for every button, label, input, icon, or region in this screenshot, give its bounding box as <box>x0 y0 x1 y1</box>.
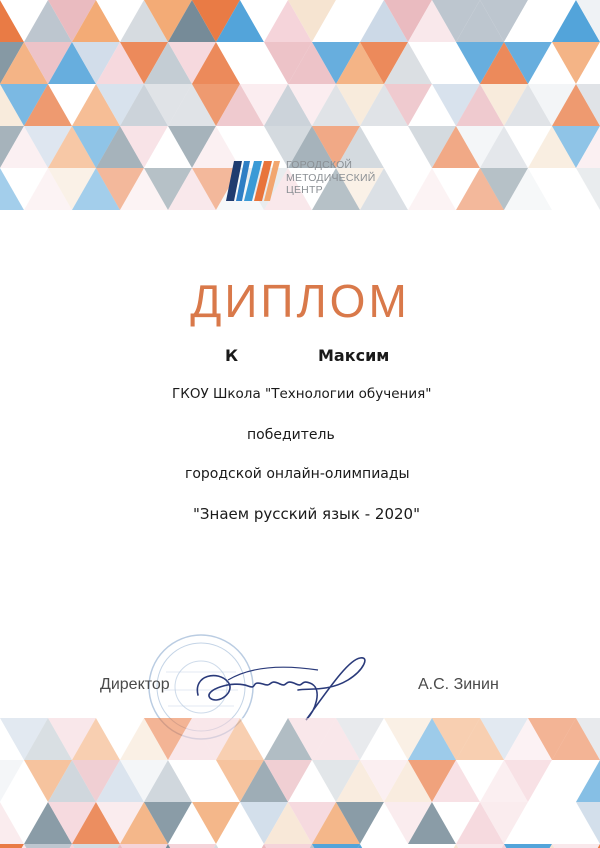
event-description: городской онлайн-олимпиады <box>185 466 410 482</box>
pattern-triangle <box>408 844 456 848</box>
award-status: победитель <box>247 427 335 443</box>
triangle-pattern-bottom-svg <box>0 718 600 848</box>
bottom-triangle-pattern <box>0 718 600 848</box>
pattern-triangle <box>552 844 600 848</box>
logo-line-1: ГОРОДСКОЙ <box>286 159 353 171</box>
pattern-triangle <box>120 844 168 848</box>
pattern-triangle <box>168 844 216 848</box>
logo-line-2: МЕТОДИЧЕСКИЙ <box>286 171 376 184</box>
recipient-initial: К <box>225 346 239 365</box>
pattern-triangle <box>312 844 360 848</box>
recipient-first-name: Максим <box>318 346 390 365</box>
director-name: А.С. Зинин <box>418 676 499 693</box>
pattern-triangle <box>504 844 552 848</box>
methodical-center-logo <box>224 157 394 203</box>
pattern-triangle <box>0 844 24 848</box>
director-signature-icon <box>188 650 373 725</box>
olympiad-name: "Знаем русский язык - 2020" <box>193 505 420 523</box>
pattern-triangle <box>216 844 264 848</box>
pattern-triangle <box>24 844 72 848</box>
director-label: Директор <box>100 676 170 693</box>
pattern-triangle <box>264 844 312 848</box>
logo-text <box>286 159 375 197</box>
pattern-triangle <box>456 844 504 848</box>
pattern-triangle <box>72 844 120 848</box>
pattern-triangle <box>360 844 408 848</box>
logo-line-3: ЦЕНТР <box>286 184 323 196</box>
school-name: ГКОУ Школа "Технологии обучения" <box>172 386 432 402</box>
diploma-title: ДИПЛОМ <box>190 275 410 327</box>
logo-mark-icon <box>224 157 282 201</box>
